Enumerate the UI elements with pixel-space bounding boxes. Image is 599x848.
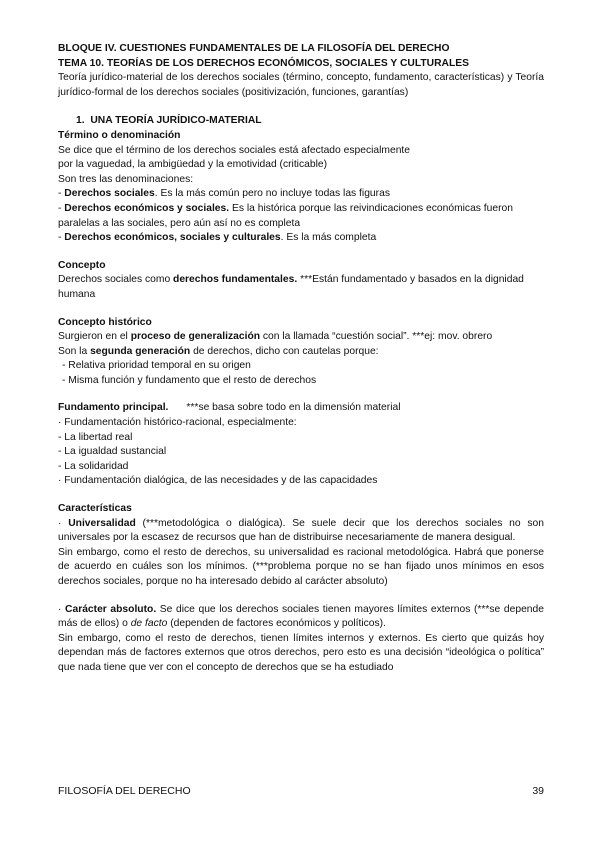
document-page [58, 42, 544, 676]
page-number: 39 [532, 785, 544, 797]
item-bold: Derechos económicos y sociales. [64, 202, 230, 214]
historico-line-2 [58, 345, 544, 360]
list-item: - La igualdad sustancial [58, 446, 167, 458]
concepto-text [58, 273, 544, 302]
item-text: . Es la más completa [280, 232, 377, 244]
item-text: Es la histórica porque las reivindicaciones económicas fueron paralelas a las sociales, pero aún así no es completa [58, 202, 514, 229]
list-item: - Misma función y fundamento que el resto de derechos [62, 374, 317, 386]
text-run: ***Están fundamentado y basados en la dignidad humana [58, 274, 524, 300]
bullet: · [58, 603, 66, 615]
list-item: - Relativa prioridad temporal en su origen [62, 360, 251, 372]
section-title: UNA TEORÍA JURÍDICO-MATERIAL [90, 115, 262, 127]
item-prefix: - [58, 202, 65, 214]
text-run: con la llamada “cuestión social”. ***ej: mov. obrero [260, 331, 493, 343]
text-bold: segunda generación [90, 345, 191, 357]
text-run: de derechos, dicho con cautelas porque: [190, 345, 379, 357]
universalidad-paragraph [58, 517, 544, 546]
termino-heading: Término o denominación [58, 129, 181, 141]
section-heading [58, 114, 544, 129]
termino-item [58, 202, 544, 231]
text-italic: de facto [130, 618, 168, 630]
text-bold: Universalidad [68, 517, 136, 529]
text-run: Son la [58, 345, 91, 357]
list-item: - La solidaridad [58, 460, 129, 472]
concepto-heading: Concepto [58, 259, 106, 271]
text-bold: Carácter absoluto. [65, 603, 157, 615]
list-item: · Fundamentación histórico-racional, especialmente: [58, 417, 297, 429]
page-footer [58, 785, 544, 797]
absoluto-paragraph-2: Sin embargo, como el resto de derechos, tienen límites internos y externos. Es cierto que quizás hoy dependan más de factores externos que otros derechos, pero esto es una decisión “ideológica o política” que nada tiene que ver con el concepto de derechos que se ha estudiado [58, 632, 544, 673]
absoluto-paragraph [58, 603, 544, 632]
text-bold: derechos fundamentales. [173, 274, 298, 286]
item-bold: Derechos sociales [64, 188, 155, 200]
text-run: (dependen de factores económicos y políticos). [167, 618, 386, 630]
text-run: (***metodológica o dialógica). Se suele decir que los derechos sociales no son universales por la escasez de recursos que han de distribuirse necesariamente de manera desigual. [58, 517, 544, 544]
item-prefix: - [58, 232, 65, 244]
topic-title: TEMA 10. TEORÍAS DE LOS DERECHOS ECONÓMICOS, SOCIALES Y CULTURALES [58, 57, 469, 69]
item-bold: Derechos económicos, sociales y culturales [64, 232, 281, 244]
topic-intro: Teoría jurídico-material de los derechos sociales (término, concepto, fundamento, características) y Teoría jurídico-formal de los derechos sociales (positivización, funciones, garantías) [58, 72, 544, 98]
section-number: 1. [76, 115, 85, 127]
text-run: Se dice que los derechos sociales tienen mayores límites externos (***se depende más de ellos) o [58, 603, 544, 630]
universalidad-paragraph-2: Sin embargo, como el resto de derechos, su universalidad es racional metodológica. Habrá que ponerse de acuerdo en cuáles son los mínimos. (***problema porque no se han fijado unos mínimos en esos derechos sociales, porque no ha interesado debido al carácter absoluto) [58, 546, 544, 587]
fundamento-heading-line [58, 401, 544, 416]
text-bold: proceso de generalización [130, 331, 261, 343]
bullet: · [58, 517, 69, 529]
termino-line-3: Son tres las denominaciones: [58, 173, 194, 185]
footer-title: FILOSOFÍA DEL DERECHO [58, 785, 191, 797]
list-item: · Fundamentación dialógica, de las necesidades y de las capacidades [58, 475, 378, 487]
historico-heading: Concepto histórico [58, 316, 152, 328]
fundamento-heading: Fundamento principal. [58, 402, 169, 414]
termino-item [58, 231, 544, 246]
termino-item [58, 187, 544, 202]
text-run: Derechos sociales como [58, 274, 174, 286]
item-text: . Es la más común pero no incluye todas las figuras [154, 188, 390, 200]
text-run: Surgieron en el [58, 331, 131, 343]
block-title: BLOQUE IV. CUESTIONES FUNDAMENTALES DE LA FILOSOFÍA DEL DERECHO [58, 43, 450, 54]
list-item: - La libertad real [58, 431, 133, 443]
termino-line-2: por la vaguedad, la ambigüedad y la emotividad (criticable) [58, 159, 328, 171]
item-prefix: - [58, 188, 65, 200]
termino-line-1: Se dice que el término de los derechos sociales está afectado especialmente [58, 144, 411, 156]
historico-line-1 [58, 330, 544, 345]
caracteristicas-heading: Características [58, 503, 132, 515]
fundamento-note: ***se basa sobre todo en la dimensión material [186, 402, 401, 414]
